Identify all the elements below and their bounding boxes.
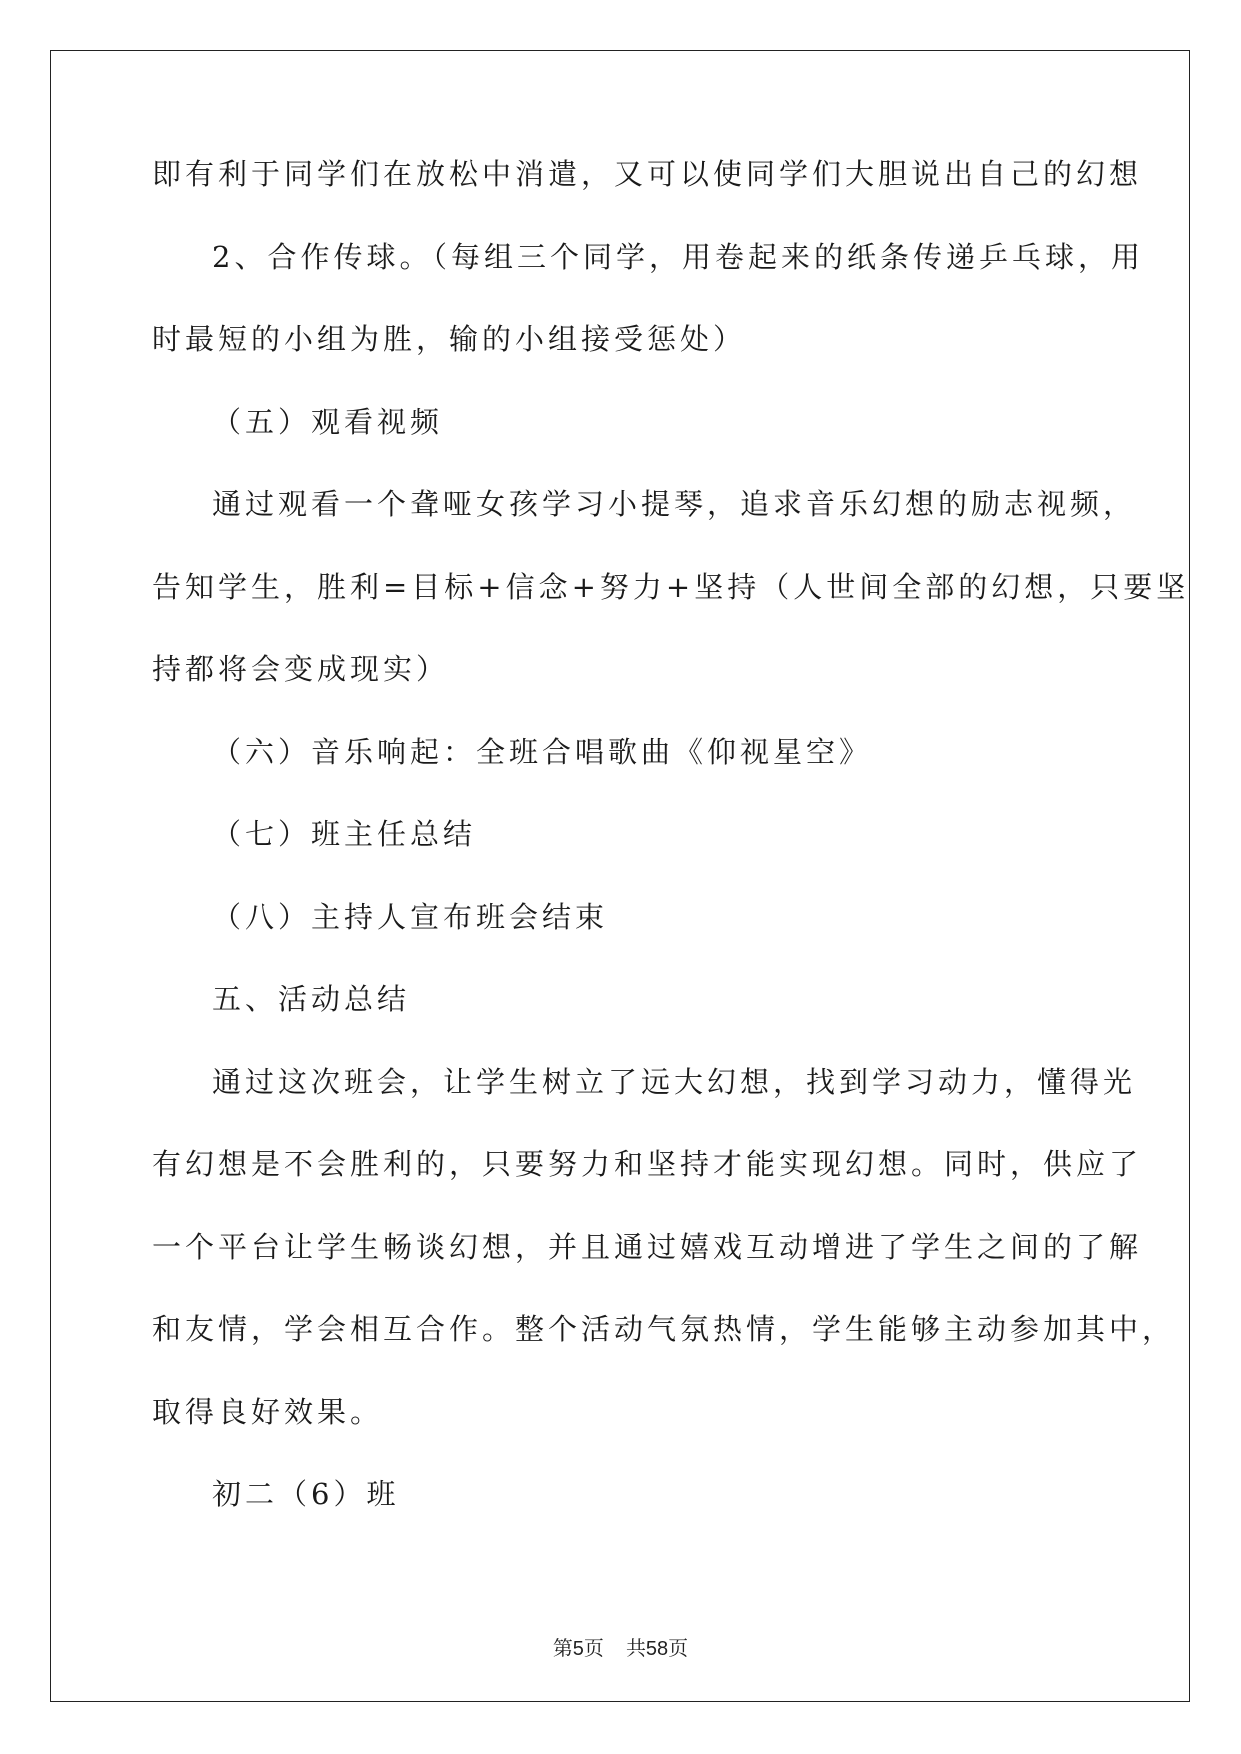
- document-body: [152, 157, 1190, 1563]
- text-line: 通过观看一个聋哑女孩学习小提琴，追求音乐幻想的励志视频，: [212, 487, 1137, 521]
- page-footer: [0, 1632, 1241, 1661]
- text-line: 告知学生，胜利=目标+信念+努力+坚持（人世间全部的幻想，只要坚: [152, 569, 1190, 604]
- text-line: 持都将会变成现实）: [152, 652, 450, 686]
- class-signature: 初二（6）班: [212, 1477, 400, 1511]
- section-heading: （七）班主任总结: [212, 817, 477, 851]
- section-heading: （六）音乐响起：全班合唱歌曲《仰视星空》: [212, 734, 873, 769]
- text-line: 和友情，学会相互合作。整个活动气氛热情，学生能够主动参加其中，: [152, 1312, 1176, 1346]
- text-line: 有幻想是不会胜利的，只要努力和坚持才能实现幻想。同时，供应了: [152, 1147, 1143, 1181]
- section-heading: （八）主持人宣布班会结束: [212, 899, 609, 934]
- text-line: 通过这次班会，让学生树立了远大幻想，找到学习动力，懂得光: [212, 1064, 1137, 1099]
- text-line: 2、合作传球。（每组三个同学，用卷起来的纸条传递乒乓球，用: [212, 239, 1144, 274]
- text-line: 时最短的小组为胜，输的小组接受惩处）: [152, 322, 747, 356]
- text-line: 即有利于同学们在放松中消遣，又可以使同学们大胆说出自己的幻想: [152, 157, 1143, 191]
- page-total: 共58页: [625, 1638, 689, 1660]
- page-number: 第5页: [552, 1638, 604, 1660]
- section-heading: （五）观看视频: [212, 404, 444, 439]
- section-heading: 五、活动总结: [212, 982, 411, 1016]
- text-line: 取得良好效果。: [152, 1394, 384, 1429]
- text-line: 一个平台让学生畅谈幻想，并且通过嬉戏互动增进了学生之间的了解: [152, 1229, 1143, 1264]
